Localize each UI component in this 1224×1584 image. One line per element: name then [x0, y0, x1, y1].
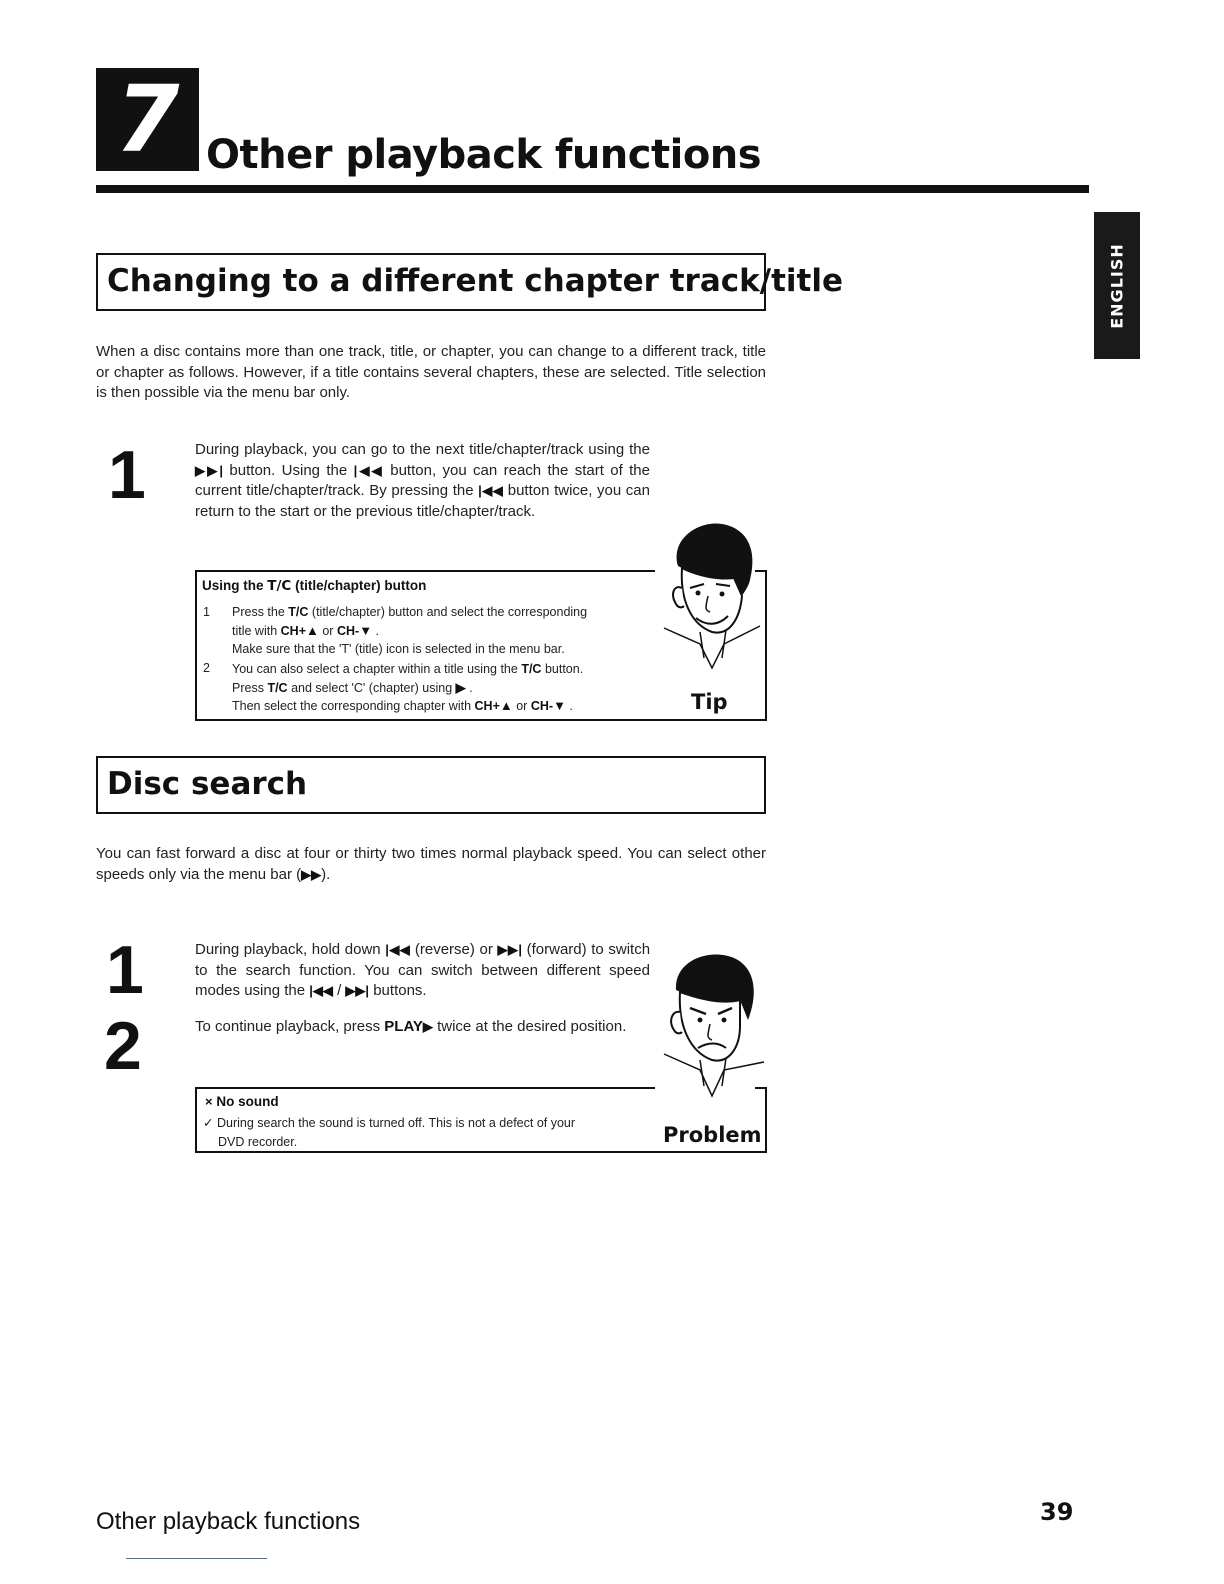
next-track-icon: ▶▶|: [345, 983, 370, 998]
chapter-title: Other playback functions: [206, 132, 762, 178]
section-heading-text: Disc search: [107, 766, 308, 802]
language-tab-label: ENGLISH: [1107, 242, 1127, 329]
chapter-number: 7: [96, 68, 199, 171]
tip-title: Using the T/C (title/chapter) button: [202, 578, 427, 594]
tip-line: Press T/C and select 'C' (chapter) using ▶ .: [232, 680, 473, 695]
section-heading-text: Changing to a different chapter track/title: [107, 263, 843, 299]
prev-track-icon: |◀◀: [385, 942, 411, 957]
tip-line: Make sure that the 'T' (title) icon is selected in the menu bar.: [232, 642, 565, 656]
down-triangle-icon: ▼: [553, 698, 566, 713]
page-number: 39: [1040, 1498, 1074, 1526]
problem-label: Problem: [663, 1123, 762, 1147]
tip-line: title with CH+▲ or CH-▼ .: [232, 623, 380, 638]
step-number: 1: [108, 437, 146, 513]
footer-link-line: [126, 1558, 267, 1559]
tip-label: Tip: [691, 690, 728, 714]
check-mark-icon: ✓: [203, 1116, 214, 1130]
step-number: 1: [106, 932, 144, 1008]
section-intro: You can fast forward a disc at four or thirty two times normal playback speed. You can select other speeds only via the menu bar (▶▶).: [96, 845, 766, 883]
next-track-icon: ▶▶|: [195, 462, 224, 478]
up-triangle-icon: ▲: [306, 623, 319, 638]
step-text: [195, 440, 650, 522]
step-text-part: button, you can reach the start of the current title/chapter/track. By pressing the: [195, 461, 650, 499]
step-text-part: button twice, you can return to the start or the previous title/chapter/track.: [195, 482, 650, 520]
cartoon-face-icon: [660, 950, 766, 1115]
step-number: 2: [104, 1008, 142, 1084]
problem-line: ✓ During search the sound is turned off. This is not a defect of your: [203, 1116, 576, 1130]
step-text: To continue playback, press PLAY▶ twice at the desired position.: [195, 1018, 627, 1035]
step-text: During playback, hold down |◀◀ (reverse) or ▶▶| (forward) to switch to the search function. You can switch between different speed modes using the |◀◀ / ▶▶| buttons.: [195, 941, 651, 999]
tip-line: Then select the corresponding chapter with CH+▲ or CH-▼ .: [232, 698, 573, 713]
footer-title: Other playback functions: [96, 1508, 361, 1535]
cross-mark-icon: ×: [205, 1094, 213, 1109]
right-triangle-icon: ▶: [455, 680, 466, 695]
play-icon: ▶: [422, 1019, 433, 1034]
next-track-icon: ▶▶|: [497, 942, 522, 957]
up-triangle-icon: ▲: [499, 698, 513, 713]
prev-track-icon: |◀◀: [309, 983, 333, 998]
prev-track-icon: |◀◀: [478, 483, 504, 498]
tip-item-number: 2: [203, 661, 210, 675]
language-tab: [1094, 212, 1140, 359]
tip-item-number: 1: [203, 605, 210, 619]
fast-forward-icon: ▶▶: [301, 866, 322, 882]
prev-track-icon: |◀◀: [353, 462, 384, 478]
tip-line: You can also select a chapter within a title using the T/C button.: [232, 662, 584, 676]
problem-title: × No sound: [205, 1094, 279, 1109]
section-heading-disc-search: [96, 756, 766, 814]
section-heading-chapter: [96, 253, 843, 311]
chapter-rule: [96, 185, 1089, 193]
problem-line: DVD recorder.: [218, 1135, 298, 1149]
cartoon-face-icon: [660, 518, 766, 688]
step-text-part: During playback, you can go to the next title/chapter/track using the: [195, 441, 650, 458]
tip-line: Press the T/C (title/chapter) button and select the corresponding: [232, 605, 588, 619]
section-intro: When a disc contains more than one track, title, or chapter, you can change to a different track, title or chapter as follows. However, if a title contains several chapters, these are selected. Title selection is then possible via the menu bar only.: [96, 343, 766, 401]
step-text-part: button. Using the: [229, 461, 348, 479]
down-triangle-icon: ▼: [359, 623, 373, 638]
